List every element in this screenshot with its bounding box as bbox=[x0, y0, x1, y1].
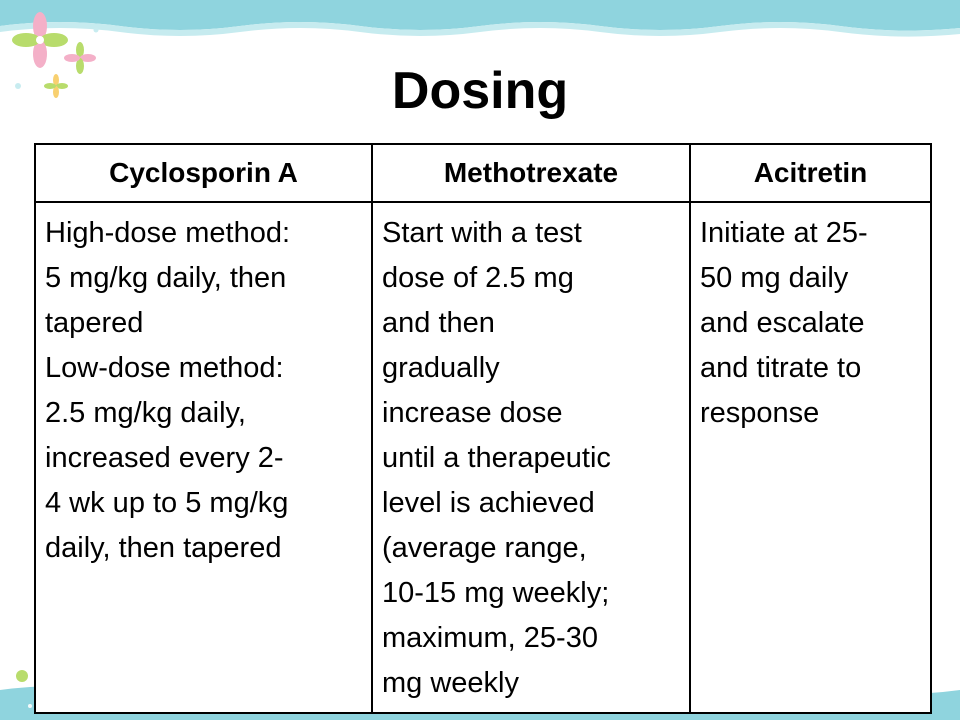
cell-line: 2.5 mg/kg daily, bbox=[45, 397, 246, 429]
dosing-table bbox=[34, 143, 932, 714]
cell-line: Low-dose method: bbox=[45, 352, 284, 384]
cell-line: response bbox=[700, 397, 820, 429]
header-acitretin: Acitretin bbox=[690, 144, 931, 202]
cell-acitretin-dosing bbox=[690, 202, 931, 713]
cell-line: gradually bbox=[382, 352, 500, 384]
cell-methotrexate-dosing bbox=[372, 202, 690, 713]
cell-line: tapered bbox=[45, 307, 144, 339]
cell-line: and then bbox=[382, 307, 495, 339]
cell-line: 5 mg/kg daily, then bbox=[45, 262, 287, 294]
cell-line: increase dose bbox=[382, 397, 563, 429]
cell-line: and escalate bbox=[700, 307, 865, 339]
cell-line: High-dose method: bbox=[45, 217, 291, 249]
slide-title: Dosing bbox=[391, 62, 569, 120]
cell-line: Start with a test bbox=[382, 217, 582, 249]
cell-line: 4 wk up to 5 mg/kg bbox=[45, 487, 289, 519]
cell-line: 50 mg daily bbox=[700, 262, 849, 294]
cell-line: 10-15 mg weekly; bbox=[382, 577, 610, 609]
cell-line: level is achieved bbox=[382, 487, 595, 519]
cell-line: and titrate to bbox=[700, 352, 862, 384]
cell-line: dose of 2.5 mg bbox=[382, 262, 574, 294]
cell-line: until a therapeutic bbox=[382, 442, 611, 474]
cell-line: (average range, bbox=[382, 532, 587, 564]
cell-line: mg weekly bbox=[382, 667, 519, 699]
cell-line: increased every 2- bbox=[45, 442, 284, 474]
header-cyclosporin: Cyclosporin A bbox=[35, 144, 372, 202]
header-methotrexate: Methotrexate bbox=[372, 144, 690, 202]
table-row bbox=[35, 202, 931, 713]
table-header-row bbox=[35, 144, 931, 202]
cell-line: Initiate at 25- bbox=[700, 217, 868, 249]
cell-cyclosporin-dosing bbox=[35, 202, 372, 713]
cell-line: maximum, 25-30 bbox=[382, 622, 598, 654]
cell-line: daily, then tapered bbox=[45, 532, 282, 564]
